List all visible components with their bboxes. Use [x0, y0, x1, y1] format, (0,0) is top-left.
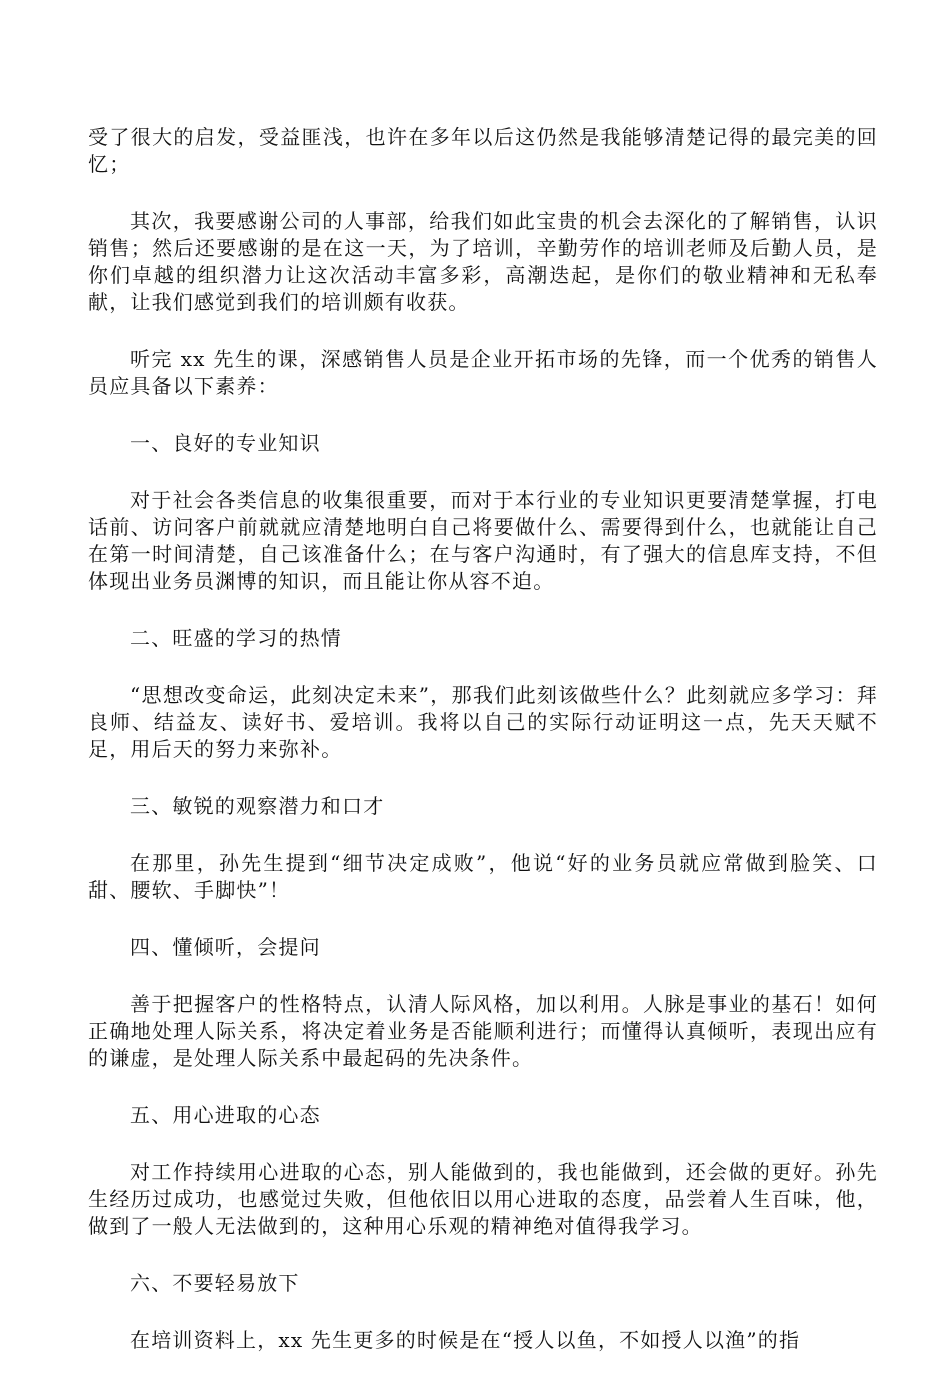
- paragraph-section-6: 在培训资料上，xx 先生更多的时候是在“授人以鱼，不如授人以渔”的指: [130, 1328, 801, 1352]
- paragraph-section-3: 在那里，孙先生提到“细节决定成败”，他说“好的业务员就应常做到脸笑、口甜、腰软、手脚快”！: [88, 851, 878, 902]
- paragraph-section-4: 善于把握客户的性格特点，认清人际风格，加以利用。人脉是事业的基石！如何正确地处理人际关系，将决定着业务是否能顺利进行；而懂得认真倾听，表现出应有的谦虚，是处理人际关系中最起码的先决条件。: [88, 992, 878, 1070]
- paragraph-intro: 听完 xx 先生的课，深感销售人员是企业开拓市场的先锋，而一个优秀的销售人员应具备以下素养：: [88, 347, 878, 398]
- paragraph-section-1: 对于社会各类信息的收集很重要，而对于本行业的专业知识更要清楚掌握，打电话前、访问客户前就就应清楚地明白自己将要做什么、需要得到什么，也就能让自己在第一时间清楚，自己该准备什么；在与客户沟通时，有了强大的信息库支持，不但体现出业务员渊博的知识，而且能让你从容不迫。: [88, 488, 878, 593]
- section-heading-3: 三、敏锐的观察潜力和口才: [130, 794, 385, 818]
- section-heading-1: 一、良好的专业知识: [130, 431, 321, 455]
- paragraph-section-2: “思想改变命运，此刻决定未来”，那我们此刻该做些什么？此刻就应多学习：拜良师、结益友、读好书、爱培训。我将以自己的实际行动证明这一点，先天天赋不足，用后天的努力来弥补。: [88, 683, 878, 761]
- paragraph-continuation: 受了很大的启发，受益匪浅，也许在多年以后这仍然是我能够清楚记得的最完美的回忆；: [88, 125, 878, 176]
- paragraph-thanks: 其次，我要感谢公司的人事部，给我们如此宝贵的机会去深化的了解销售，认识销售；然后还要感谢的是在这一天，为了培训，辛勤劳作的培训老师及后勤人员，是你们卓越的组织潜力让这次活动丰富多彩，高潮迭起，是你们的敬业精神和无私奉献，让我们感觉到我们的培训颇有收获。: [88, 209, 878, 314]
- section-heading-4: 四、懂倾听，会提问: [130, 935, 321, 959]
- section-heading-2: 二、旺盛的学习的热情: [130, 626, 342, 650]
- section-heading-5: 五、用心进取的心态: [130, 1103, 321, 1127]
- section-heading-6: 六、不要轻易放下: [130, 1271, 300, 1295]
- document-body: [88, 124, 878, 1384]
- paragraph-section-5: 对工作持续用心进取的心态，别人能做到的，我也能做到，还会做的更好。孙先生经历过成功，也感觉过失败，但他依旧以用心进取的态度，品尝着人生百味，他，做到了一般人无法做到的，这种用心乐观的精神绝对值得我学习。: [88, 1160, 878, 1238]
